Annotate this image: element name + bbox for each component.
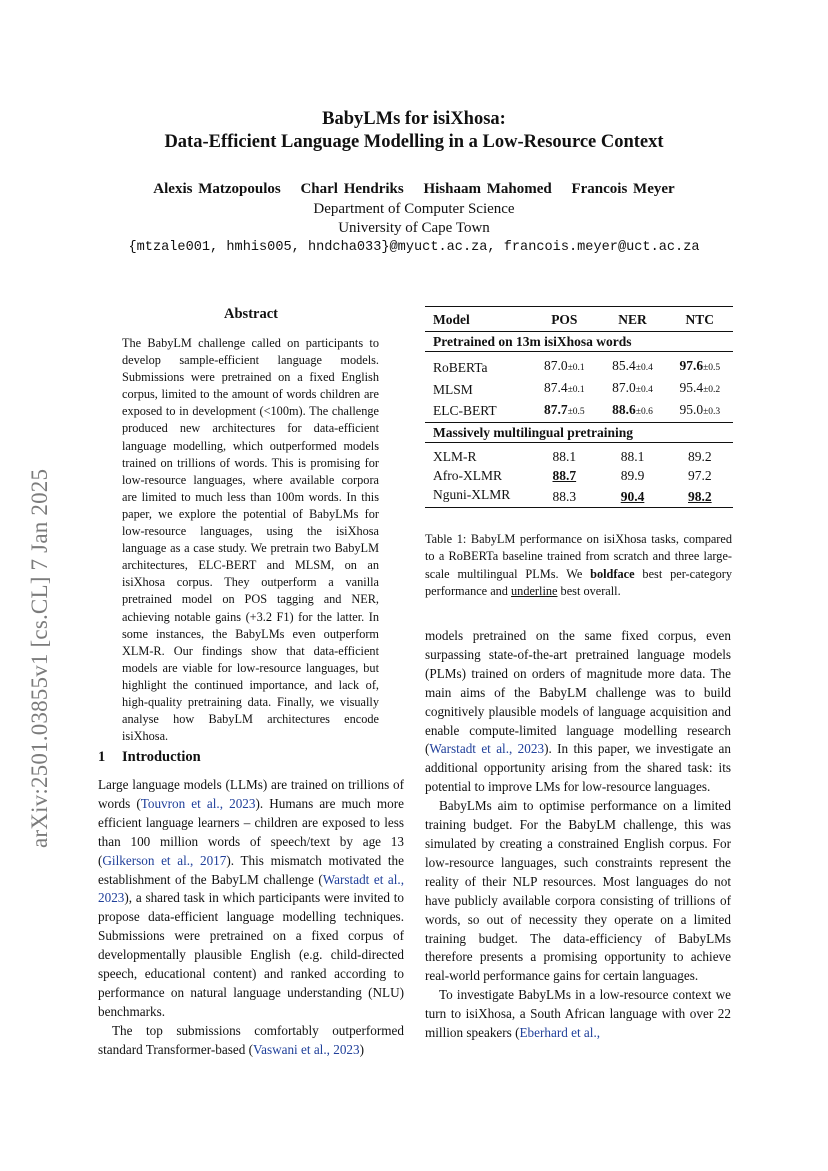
table-cell-pos: 87.4±0.1 [543, 380, 585, 395]
table-cell-ner: 87.0±0.4 [612, 380, 653, 395]
table-header-ner: NER [598, 307, 666, 332]
author-name: Alexis Matzopoulos [153, 181, 281, 197]
citation-link[interactable]: Eberhard et al., [519, 1025, 601, 1041]
table-cell-ntc: 95.4±0.2 [679, 380, 721, 395]
author-name: Francois Meyer [571, 181, 675, 197]
table-cell-model: ELC-BERT [425, 400, 530, 423]
citation-link[interactable]: Touvron et al., 2023 [140, 795, 256, 811]
table-caption [425, 531, 732, 601]
author-emails: {mtzale001, hmhis005, hndcha033}@myuct.ac.za, francois.meyer@uct.ac.za [128, 240, 700, 255]
abstract-body [122, 335, 379, 745]
left-column-body [98, 776, 404, 1060]
table-row [425, 400, 733, 423]
table-row [425, 378, 733, 400]
intro-paragraph-3: models pretrained on the same fixed corpus, even surpassing state-of-the-art pretrained language models (PLMs) trained on orders of magnitude more data. The main aims of the BabyLM challenge was to build cognitively plausible models of language acquisition and enable compute-limited language modelling research (Warstadt et al., 2023). In this paper, we investigate an additional opportunity arising from the shared task: its potential to improve LMs for low-resource languages. [425, 628, 732, 795]
citation-link[interactable]: Gilkerson et al., 2017 [102, 852, 227, 868]
right-column-body [425, 627, 731, 1043]
table-cell-pos: 88.1 [552, 449, 577, 464]
intro-paragraph-5: To investigate BabyLMs in a low-resource context we turn to isiXhosa, a South African language with over 22 million speakers (Eberhard et al., [425, 987, 731, 1041]
table-cell-model: RoBERTa [433, 359, 488, 375]
table-header-pos: POS [530, 307, 598, 332]
table-cell-model: Nguni-XLMR [425, 485, 530, 508]
table-cell-ner: 88.1 [620, 449, 645, 464]
table-cell-model: MLSM [433, 381, 473, 397]
section-title: Introduction [122, 749, 201, 765]
paper-title-line1: BabyLMs for isiXhosa: [322, 109, 506, 129]
table-group-label: Massively multilingual pretraining [425, 423, 733, 443]
table-cell-model: XLM-R [433, 449, 477, 464]
table-row [425, 447, 733, 466]
table-cell-ner: 90.4 [598, 485, 666, 508]
citation-link[interactable]: Warstadt et al., 2023 [429, 741, 545, 757]
table-group-row [425, 423, 733, 443]
paper-title-line2: Data-Efficient Language Modelling in a Low-Resource Context [164, 132, 664, 152]
author-name: Hishaam Mahomed [423, 181, 552, 197]
table-row [425, 356, 733, 378]
abstract-heading: Abstract [224, 306, 278, 322]
table-row [425, 485, 733, 508]
table-cell-ntc: 97.6±0.5 [679, 358, 721, 373]
table-group-row [425, 332, 733, 352]
table-row [425, 466, 733, 485]
intro-paragraph-1: Large language models (LLMs) are trained on trillions of words (Touvron et al., 2023). Humans are much more efficient language learners – children are exposed to less than 100 million words of speech/text by age 13 (Gilkerson et al., 2017). This mismatch motivated the establishment of the BabyLM challenge (Warstadt et al., 2023), a shared task in which participants were invited to propose data-efficient language modelling techniques. Submissions were pretrained on a fixed corpus of developmentally plausible English (e.g. child-directed speech, educational content) and ranked according to performance on natural language understanding (NLU) benchmarks. [98, 777, 405, 1019]
table-cell-ner: 88.6±0.6 [598, 400, 666, 423]
abstract-text: The BabyLM challenge called on participants to develop sample-efficient language models. Submissions were pretrained on a fixed English corpus, limited to the amount of words children are exposed to in development (<100m). The challenge produced new architectures for data-efficient language modelling, which outperformed models trained on trillions of words. This is promising for low-resource languages, where available corpora are limited to much less than 100m words. In this paper, we explore the potential of BabyLMs for low-resource languages, using the isiXhosa language as a case study. We pretrain two BabyLM architectures, ELC-BERT and MLSM, on an isiXhosa corpus. They outperform a vanilla pretrained model on POS tagging and NER, achieving notable gains (+3.2 F1) for the latter. In some instances, the BabyLMs even outperform XLM-R. Our findings show that data-efficient models are viable for low-resource languages, but highlight the continued importance, and lack of, high-quality pretraining data. Finally, we visually analyse how BabyLM architectures encode isiXhosa. [122, 336, 379, 744]
intro-paragraph-4: BabyLMs aim to optimise performance on a limited training budget. For the BabyLM challenge, this was simulated by creating a constrained English corpus. For low-resource languages, such constraints represent the reality of their NLP resources. Most languages do not have publicly available corpora consisting of trillions of words, so out of necessity they operate on a limited training budget. The data-efficiency of BabyLMs therefore presents a promising opportunity to achieve real-world performance gains for certain languages. [425, 798, 731, 984]
table-cell-pos: 88.7 [552, 468, 577, 483]
table-header-model: Model [425, 307, 530, 332]
table-cell-ntc: 89.2 [688, 449, 712, 464]
results-table [425, 306, 733, 508]
table-cell-ntc: 97.2 [688, 468, 712, 483]
arxiv-stamp: arXiv:2501.03855v1 [cs.CL] 7 Jan 2025 [27, 468, 52, 848]
table-cell-pos: 87.7±0.5 [530, 400, 598, 423]
table-cell-ner: 85.4±0.4 [612, 358, 653, 373]
table-cell-pos: 87.0±0.1 [543, 358, 585, 373]
affiliation-department: Department of Computer Science [313, 201, 515, 217]
table-header-ntc: NTC [667, 307, 733, 332]
table-header-row [425, 307, 733, 332]
author-name: Charl Hendriks [300, 181, 404, 197]
section-number: 1 [98, 749, 106, 765]
table-cell-model: Afro-XLMR [433, 468, 502, 483]
section-heading-introduction [98, 749, 201, 766]
table-group-label: Pretrained on 13m isiXhosa words [425, 332, 733, 352]
table-cell-ner: 89.9 [620, 468, 645, 483]
citation-link[interactable]: Warstadt et al., 2023 [98, 871, 405, 906]
table-caption-text: Table 1: BabyLM performance on isiXhosa tasks, compared to a RoBERTa baseline trained from scratch and three large-scale multilingual PLMs. We boldface best per-category performance and underline best overall. [425, 532, 732, 599]
table-cell-ntc: 95.0±0.3 [667, 400, 733, 423]
author-list [0, 179, 828, 199]
table-cell-ntc: 98.2 [667, 485, 733, 508]
citation-link[interactable]: Vaswani et al., 2023 [253, 1041, 360, 1057]
table-cell-pos: 88.3 [530, 485, 598, 508]
affiliation-university: University of Cape Town [338, 220, 490, 236]
intro-paragraph-2: The top submissions comfortably outperformed standard Transformer-based (Vaswani et al., 2023) [98, 1022, 404, 1057]
